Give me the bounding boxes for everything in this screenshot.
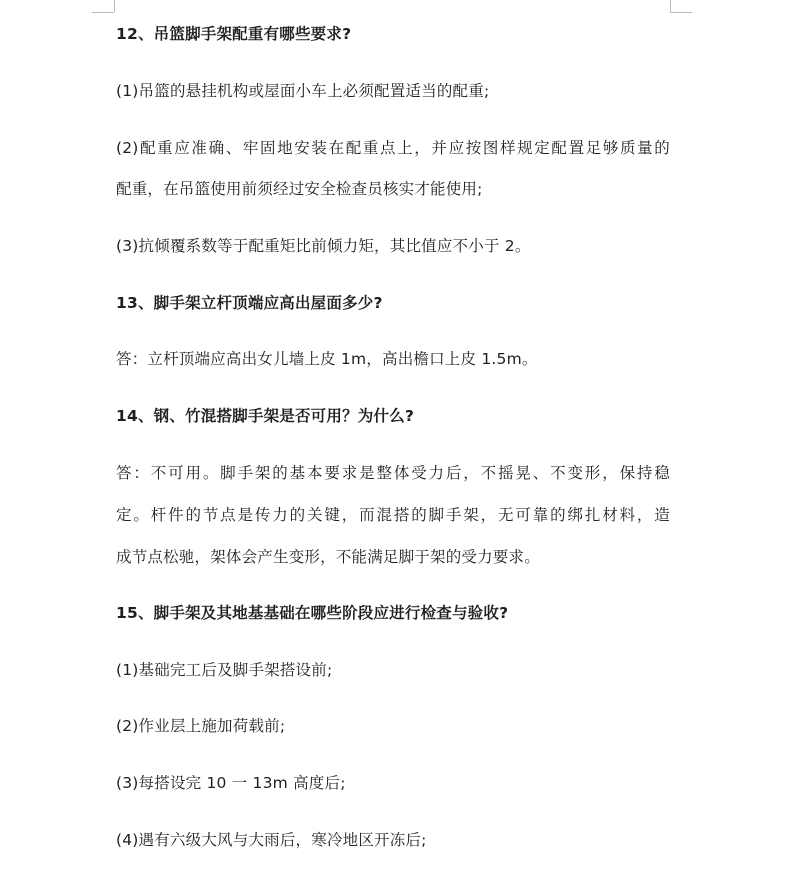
question-13-answer: 答：立杆顶端应高出女儿墙上皮 1m，高出檐口上皮 1.5m。 — [116, 350, 538, 368]
question-12-item-1: (1)吊篮的悬挂机构或屋面小车上必须配置适当的配重; — [116, 82, 490, 100]
question-15-item-2: (2)作业层上施加荷载前; — [116, 717, 286, 735]
question-15-item-4: (4)遇有六级大风与大雨后，寒冷地区开冻后; — [116, 831, 427, 849]
question-14-answer-line-3: 成节点松驰，架体会产生变形，不能满足脚于架的受力要求。 — [116, 548, 540, 566]
question-12-item-2-line-2: 配重，在吊篮使用前须经过安全检查员核实才能使用; — [116, 180, 483, 198]
question-15-item-1: (1)基础完工后及脚手架搭设前; — [116, 661, 333, 679]
question-12-item-3: (3)抗倾覆系数等于配重矩比前倾力矩，其比值应不小于 2。 — [116, 237, 531, 255]
question-12-item-2-line-1: (2)配重应准确、牢固地安装在配重点上，并应按图样规定配置足够质量的 — [116, 139, 670, 157]
page-corner-mark-right — [670, 0, 692, 13]
question-14-answer-line-1: 答：不可用。脚手架的基本要求是整体受力后，不摇晃、不变形，保持稳 — [116, 464, 670, 482]
question-14-heading: 14、钢、竹混搭脚手架是否可用？为什么? — [116, 407, 415, 425]
question-15-item-3: (3)每搭设完 10 一 13m 高度后; — [116, 774, 346, 792]
page-corner-mark-left — [92, 0, 114, 13]
question-13-heading: 13、脚手架立杆顶端应高出屋面多少? — [116, 294, 383, 312]
question-12-heading: 12、吊篮脚手架配重有哪些要求? — [116, 25, 352, 43]
question-15-heading: 15、脚手架及其地基基础在哪些阶段应进行检查与验收? — [116, 604, 509, 622]
question-14-answer-line-2: 定。杆件的节点是传力的关键，而混搭的脚手架，无可靠的绑扎材料，造 — [116, 506, 670, 524]
